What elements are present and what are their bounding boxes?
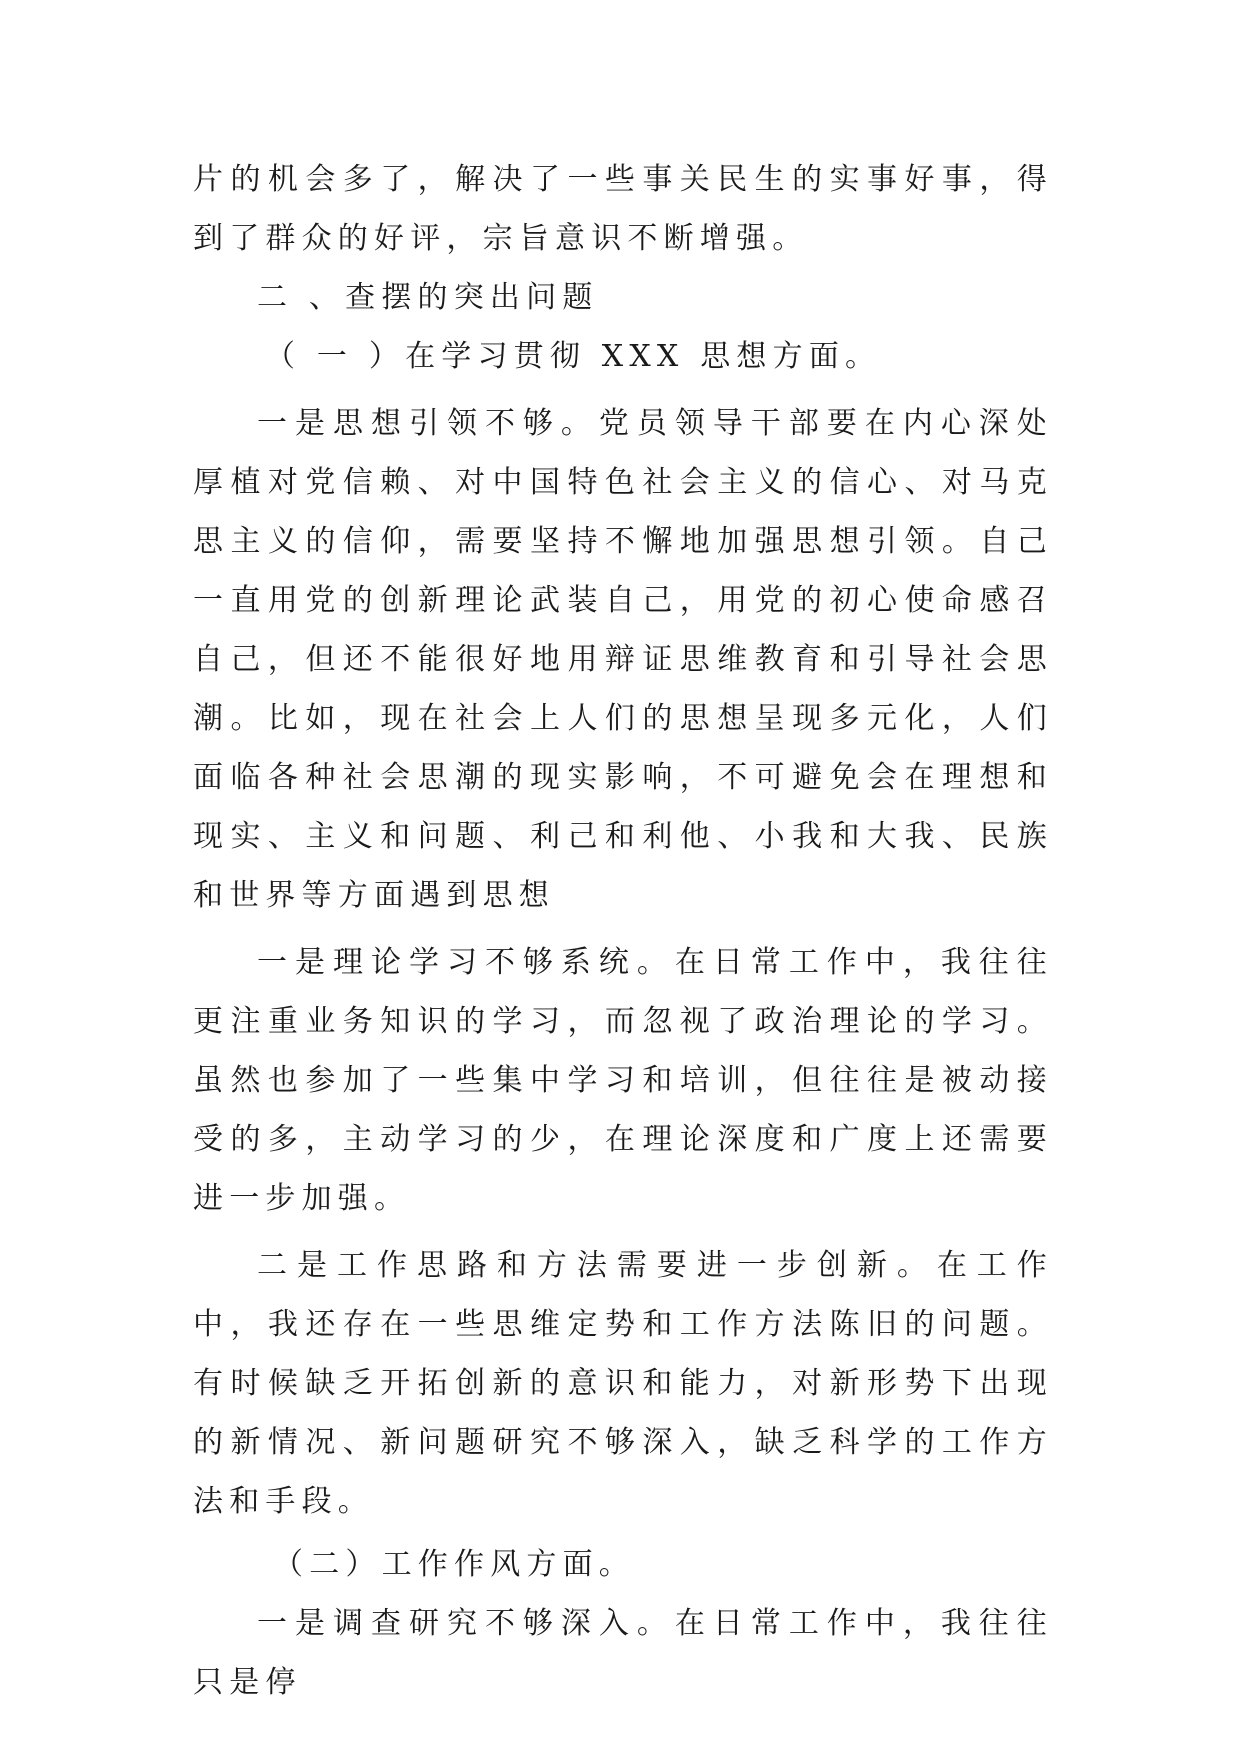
section-heading-2: 二 、查摆的突出问题 bbox=[257, 280, 599, 315]
subsection-heading-1: （ 一 ）在学习贯彻 XXX 思想方面。 bbox=[265, 339, 882, 374]
paragraph-ideological-guidance: 一是思想引领不够。党员领导干部要在内心深处厚植对党信赖、对中国特色社会主义的信心、对马克思主义的信仰，需要坚持不懈地加强思想引领。自己一直用党的创新理论武装自己，用党的初心使命感召自己，但还不能很好地用辩证思维教育和引导社会思潮。比如，现在社会上人们的思想呈现多元化，人们面临各种社会思潮的现实影响，不可避免会在理想和现实、主义和问题、利己和利他、小我和大我、民族和世界等方面遇到思想 bbox=[193, 406, 1053, 913]
paragraph-research: 一是调查研究不够深入。在日常工作中，我往往只是停 bbox=[193, 1606, 1053, 1700]
paragraph-theory-study: 一是理论学习不够系统。在日常工作中，我往往更注重业务知识的学习，而忽视了政治理论的学习。虽然也参加了一些集中学习和培训，但往往是被动接受的多，主动学习的少，在理论深度和广度上还需要进一步加强。 bbox=[193, 945, 1053, 1216]
paragraph-continuation: 片的机会多了，解决了一些事关民生的实事好事，得到了群众的好评，宗旨意识不断增强。 bbox=[193, 162, 1053, 256]
paragraph-work-methods: 二是工作思路和方法需要进一步创新。在工作中，我还存在一些思维定势和工作方法陈旧的问题。有时候缺乏开拓创新的意识和能力，对新形势下出现的新情况、新问题研究不够深入，缺乏科学的工作方法和手段。 bbox=[193, 1248, 1053, 1519]
document-body bbox=[193, 150, 1053, 1712]
subsection-heading-2: （二）工作作风方面。 bbox=[273, 1547, 635, 1582]
